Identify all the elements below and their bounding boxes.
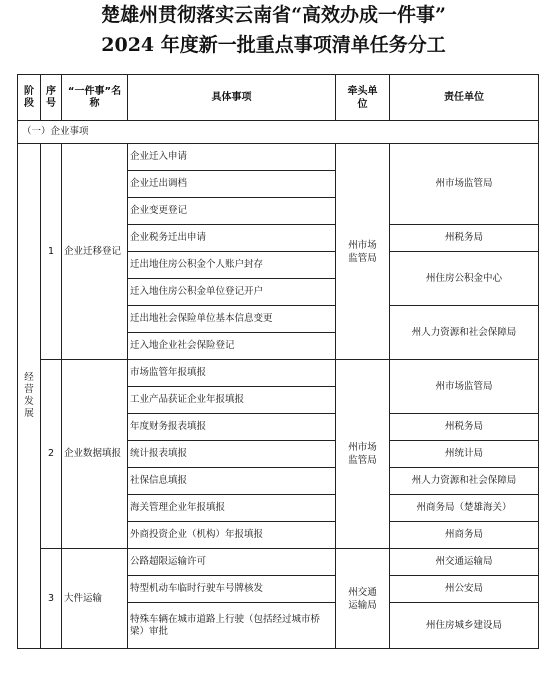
resp-unit-cell: 州交通运输局 bbox=[390, 549, 539, 576]
header-seq: 序号 bbox=[41, 75, 62, 121]
section-label: （一）企业事项 bbox=[18, 121, 539, 144]
table-row bbox=[18, 549, 539, 576]
document-title-line2: 2024 年度新一批重点事项清单任务分工 bbox=[101, 34, 446, 56]
sub-item: 企业变更登记 bbox=[128, 198, 336, 225]
header-resp: 责任单位 bbox=[390, 75, 539, 121]
resp-unit-cell: 州住房城乡建设局 bbox=[390, 603, 539, 649]
resp-unit-cell: 州商务局（楚雄海关） bbox=[390, 495, 539, 522]
sub-item: 年度财务报表填报 bbox=[128, 414, 336, 441]
table-row bbox=[18, 360, 539, 387]
resp-unit-cell: 州统计局 bbox=[390, 441, 539, 468]
sub-item: 公路超限运输许可 bbox=[128, 549, 336, 576]
sub-item: 企业迁出调档 bbox=[128, 171, 336, 198]
resp-unit-cell: 州人力资源和社会保障局 bbox=[390, 468, 539, 495]
lead-unit-cell: 州市场监管局 bbox=[336, 360, 390, 549]
header-lead: 牵头单位 bbox=[336, 75, 390, 121]
resp-unit-cell: 州住房公积金中心 bbox=[390, 252, 539, 306]
header-name: “一件事”名称 bbox=[62, 75, 128, 121]
sub-item: 社保信息填报 bbox=[128, 468, 336, 495]
sub-item: 工业产品获证企业年报填报 bbox=[128, 387, 336, 414]
resp-unit-cell: 州人力资源和社会保障局 bbox=[390, 306, 539, 360]
item-name-cell: 大件运输 bbox=[62, 549, 128, 649]
header-stage: 阶段 bbox=[18, 75, 41, 121]
resp-unit-cell: 州税务局 bbox=[390, 414, 539, 441]
item-name-cell: 企业数据填报 bbox=[62, 360, 128, 549]
header-items: 具体事项 bbox=[128, 75, 336, 121]
sub-item: 统计报表填报 bbox=[128, 441, 336, 468]
header-row bbox=[18, 75, 539, 121]
sub-item: 特殊车辆在城市道路上行驶（包括经过城市桥梁）审批 bbox=[128, 603, 336, 649]
sub-item: 市场监管年报填报 bbox=[128, 360, 336, 387]
sub-item: 外商投资企业（机构）年报填报 bbox=[128, 522, 336, 549]
sub-item: 海关管理企业年报填报 bbox=[128, 495, 336, 522]
lead-unit-cell: 州市场监管局 bbox=[336, 144, 390, 360]
resp-unit-cell: 州公安局 bbox=[390, 576, 539, 603]
sub-item: 特型机动车临时行驶车号牌核发 bbox=[128, 576, 336, 603]
item-name-cell: 企业迁移登记 bbox=[62, 144, 128, 360]
seq-cell: 3 bbox=[41, 549, 62, 649]
stage-cell: 经营发展 bbox=[18, 144, 41, 649]
sub-item: 企业迁入申请 bbox=[128, 144, 336, 171]
lead-unit-cell: 州交通运输局 bbox=[336, 549, 390, 649]
section-row bbox=[18, 121, 539, 144]
sub-item: 迁入地住房公积金单位登记开户 bbox=[128, 279, 336, 306]
document-title-line1: 楚雄州贯彻落实云南省“高效办成一件事” bbox=[101, 4, 446, 26]
task-table bbox=[17, 74, 539, 649]
sub-item: 企业税务迁出申请 bbox=[128, 225, 336, 252]
sub-item: 迁入地企业社会保险登记 bbox=[128, 333, 336, 360]
sub-item: 迁出地住房公积金个人账户封存 bbox=[128, 252, 336, 279]
resp-unit-cell: 州税务局 bbox=[390, 225, 539, 252]
resp-unit-cell: 州市场监管局 bbox=[390, 360, 539, 414]
seq-cell: 2 bbox=[41, 360, 62, 549]
resp-unit-cell: 州市场监管局 bbox=[390, 144, 539, 225]
seq-cell: 1 bbox=[41, 144, 62, 360]
table-row bbox=[18, 144, 539, 171]
sub-item: 迁出地社会保险单位基本信息变更 bbox=[128, 306, 336, 333]
resp-unit-cell: 州商务局 bbox=[390, 522, 539, 549]
